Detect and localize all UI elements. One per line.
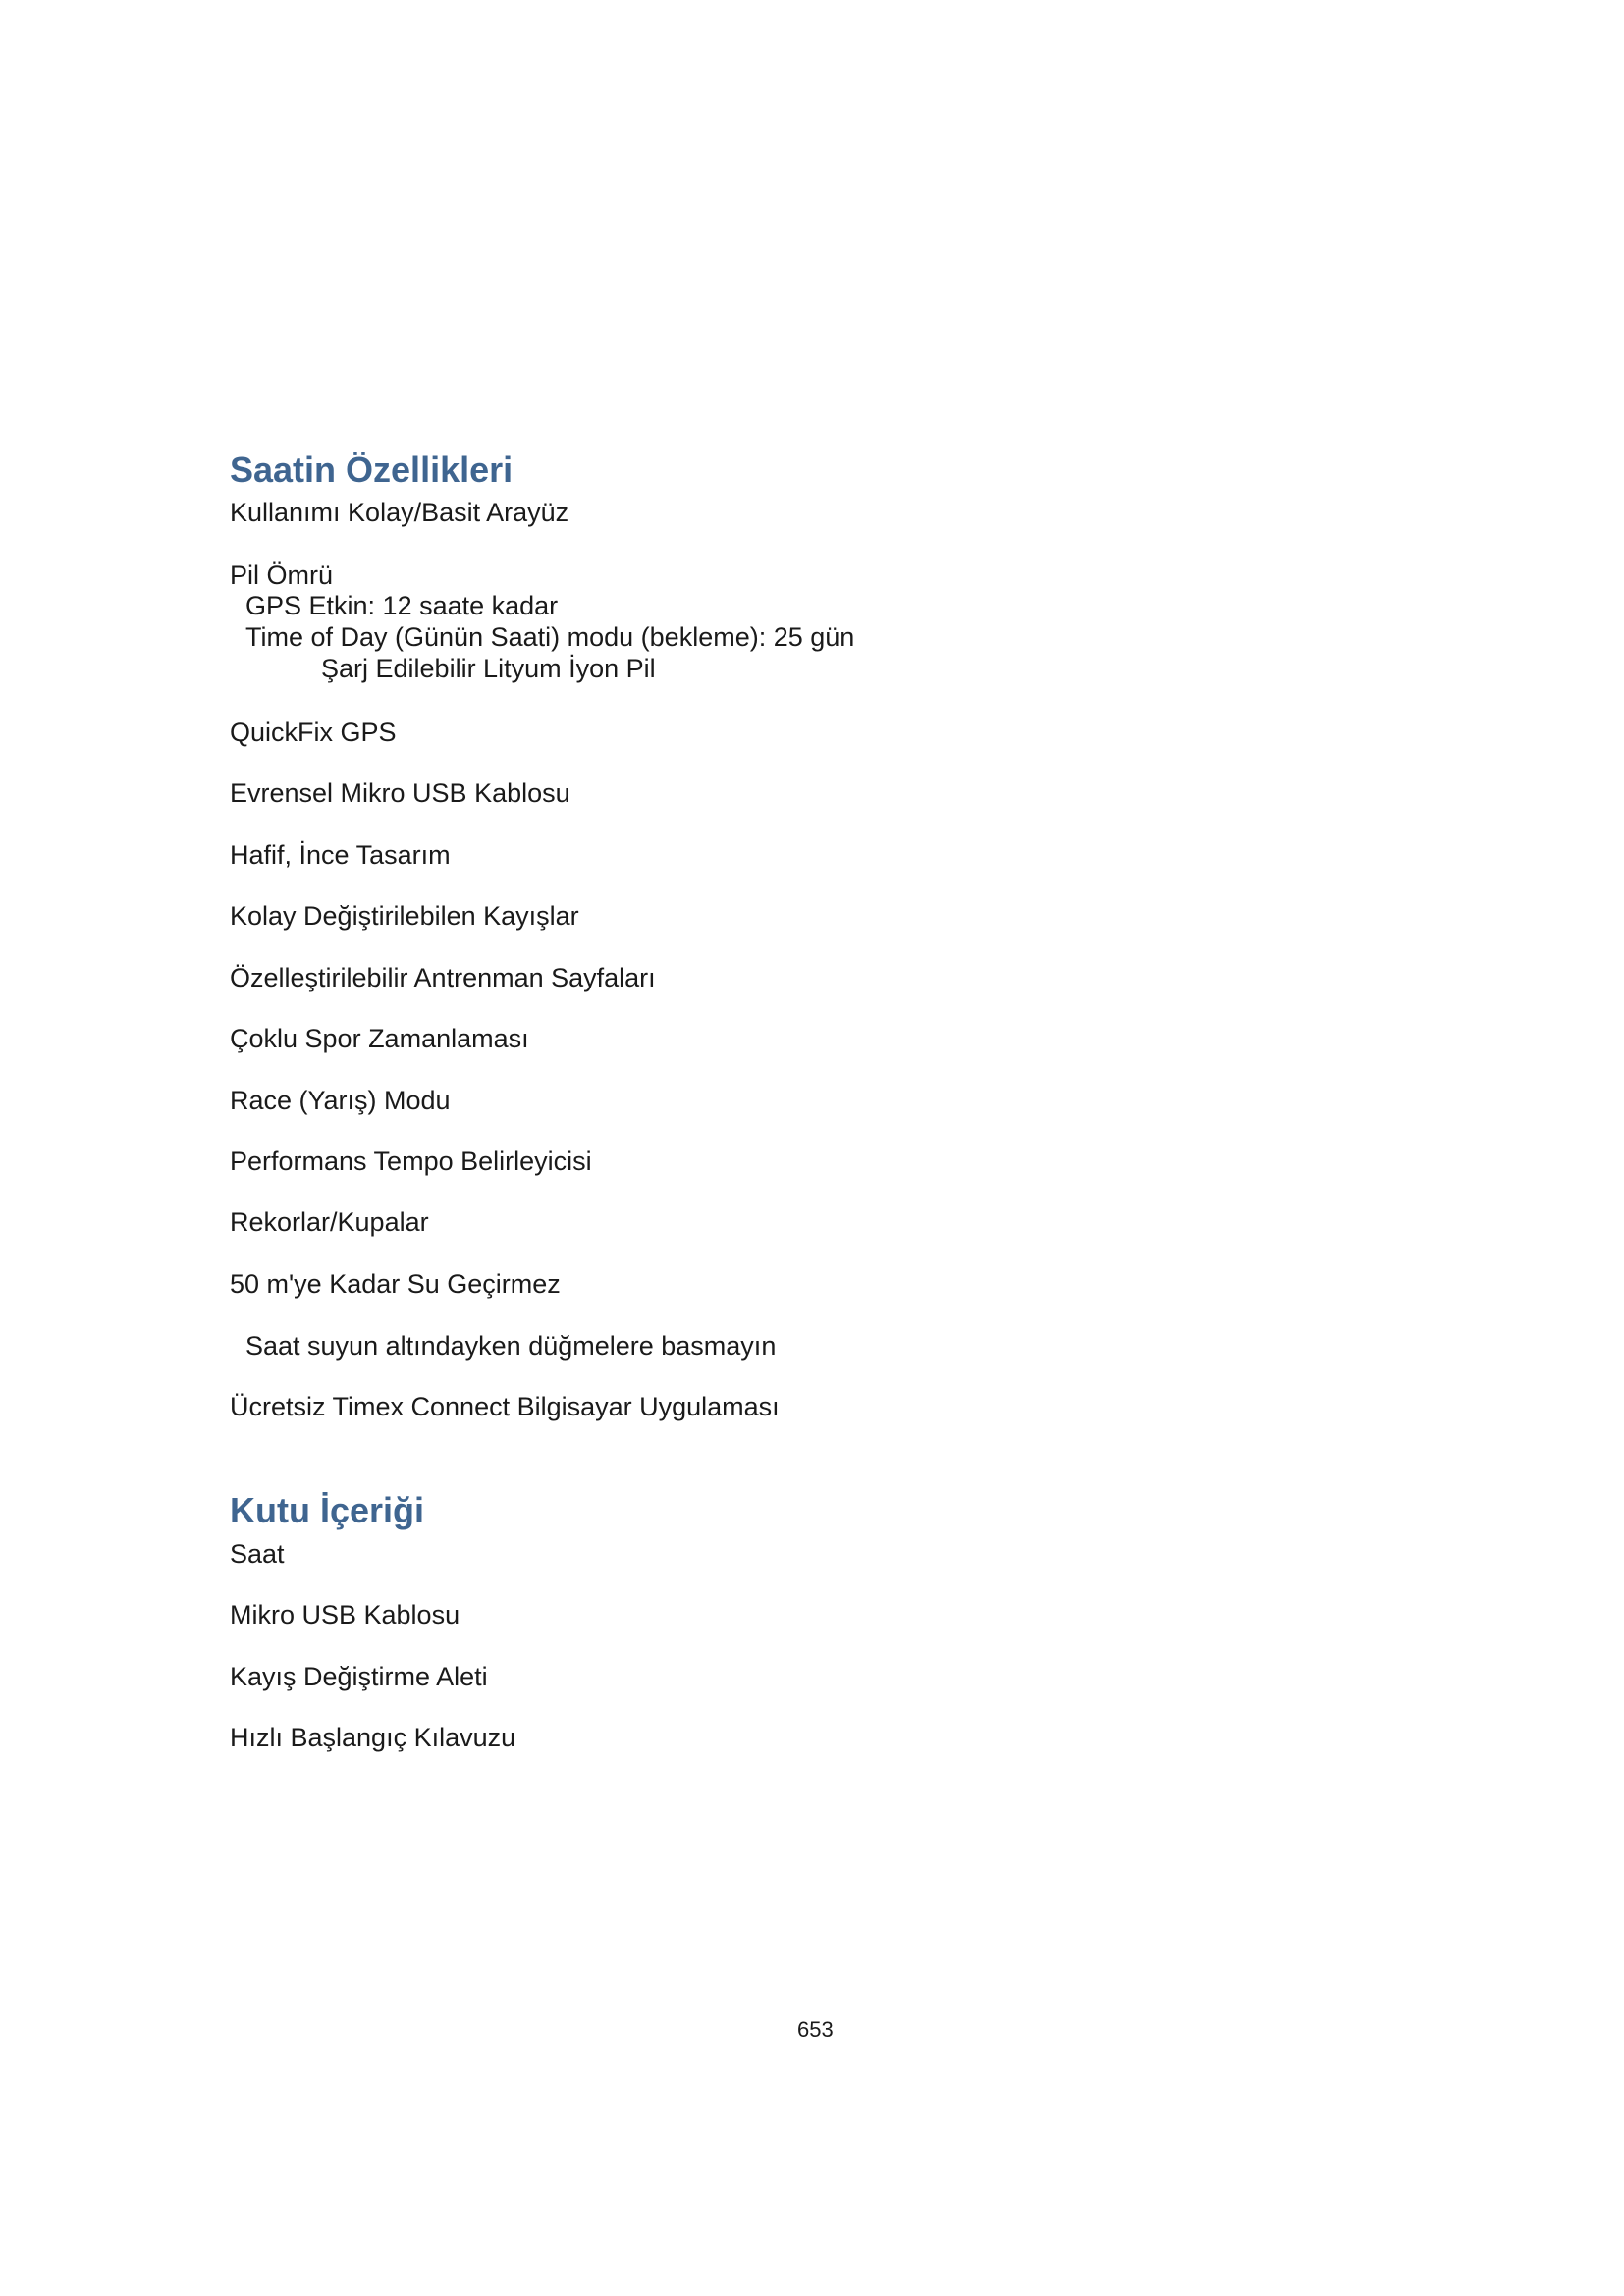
features-heading: Saatin Özellikleri [230, 450, 514, 490]
box-item: Mikro USB Kablosu [230, 1600, 460, 1629]
box-item: Hızlı Başlangıç Kılavuzu [230, 1723, 516, 1752]
feature-item: Performans Tempo Belirleyicisi [230, 1147, 592, 1176]
feature-item: 50 m'ye Kadar Su Geçirmez [230, 1269, 561, 1299]
battery-time-of-day-duration: Time of Day (Günün Saati) modu (bekleme): 25 gün [245, 622, 855, 652]
battery-gps-duration: GPS Etkin: 12 saate kadar [245, 591, 559, 620]
water-resistance-note: Saat suyun altındayken düğmelere basmayın [245, 1331, 777, 1361]
page-number: 653 [797, 2017, 834, 2042]
feature-easy-interface: Kullanımı Kolay/Basit Arayüz [230, 498, 569, 527]
feature-item: Evrensel Mikro USB Kablosu [230, 778, 570, 808]
battery-type: Şarj Edilebilir Lityum İyon Pil [321, 654, 656, 683]
box-item: Kayış Değiştirme Aleti [230, 1662, 488, 1691]
feature-software: Ücretsiz Timex Connect Bilgisayar Uygulaması [230, 1392, 780, 1421]
feature-item: Kolay Değiştirilebilen Kayışlar [230, 901, 579, 931]
box-contents-heading: Kutu İçeriği [230, 1490, 425, 1530]
feature-item: QuickFix GPS [230, 718, 397, 747]
feature-item: Hafif, İnce Tasarım [230, 840, 451, 870]
feature-item: Rekorlar/Kupalar [230, 1207, 429, 1237]
feature-item: Özelleştirilebilir Antrenman Sayfaları [230, 963, 656, 992]
box-item: Saat [230, 1539, 285, 1569]
feature-item: Race (Yarış) Modu [230, 1086, 451, 1115]
feature-item: Çoklu Spor Zamanlaması [230, 1024, 529, 1053]
battery-life-label: Pil Ömrü [230, 561, 334, 590]
